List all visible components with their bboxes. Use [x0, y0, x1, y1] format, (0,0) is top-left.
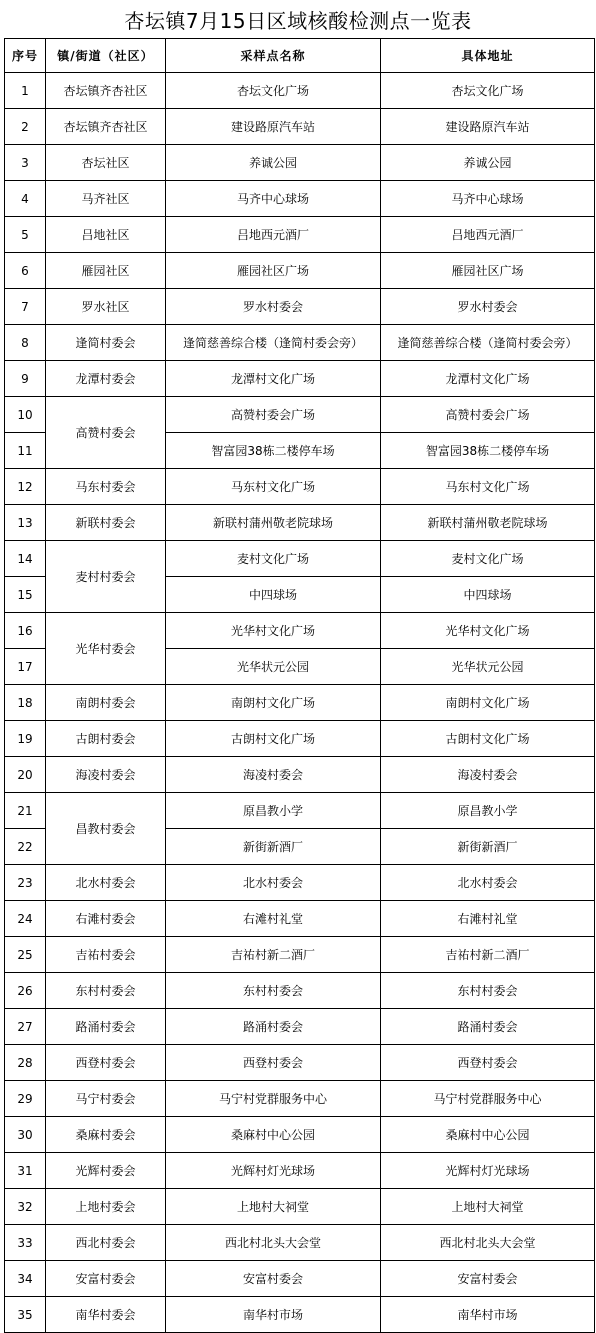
cell-community: 南华村委会 — [46, 1297, 166, 1333]
cell-no: 14 — [5, 541, 46, 577]
cell-site: 中四球场 — [166, 577, 381, 613]
table-row — [5, 505, 595, 541]
cell-community: 光华村委会 — [46, 613, 166, 685]
table-row — [5, 937, 595, 973]
table-row — [5, 325, 595, 361]
cell-address: 光辉村灯光球场 — [381, 1153, 595, 1189]
cell-address: 马宁村党群服务中心 — [381, 1081, 595, 1117]
cell-address: 东村村委会 — [381, 973, 595, 1009]
cell-site: 安富村委会 — [166, 1261, 381, 1297]
cell-site: 光华村文化广场 — [166, 613, 381, 649]
table-row — [5, 181, 595, 217]
cell-address: 光华村文化广场 — [381, 613, 595, 649]
table-row — [5, 145, 595, 181]
cell-community: 古朗村委会 — [46, 721, 166, 757]
cell-address: 马齐中心球场 — [381, 181, 595, 217]
cell-site: 马齐中心球场 — [166, 181, 381, 217]
cell-site: 麦村文化广场 — [166, 541, 381, 577]
cell-no: 3 — [5, 145, 46, 181]
cell-site: 马宁村党群服务中心 — [166, 1081, 381, 1117]
table-row — [5, 757, 595, 793]
cell-no: 12 — [5, 469, 46, 505]
cell-community: 龙潭村委会 — [46, 361, 166, 397]
cell-site: 吕地西元酒厂 — [166, 217, 381, 253]
cell-site: 东村村委会 — [166, 973, 381, 1009]
cell-site: 吉祐村新二酒厂 — [166, 937, 381, 973]
cell-address: 北水村委会 — [381, 865, 595, 901]
header-site: 采样点名称 — [166, 39, 381, 73]
table-row — [5, 469, 595, 505]
table-row — [5, 865, 595, 901]
cell-site: 古朗村文化广场 — [166, 721, 381, 757]
cell-community: 新联村委会 — [46, 505, 166, 541]
cell-address: 罗水村委会 — [381, 289, 595, 325]
cell-address: 吕地西元酒厂 — [381, 217, 595, 253]
cell-community: 吉祐村委会 — [46, 937, 166, 973]
cell-address: 原昌教小学 — [381, 793, 595, 829]
cell-no: 34 — [5, 1261, 46, 1297]
cell-community: 右滩村委会 — [46, 901, 166, 937]
table-row — [5, 109, 595, 145]
cell-address: 建设路原汽车站 — [381, 109, 595, 145]
cell-no: 2 — [5, 109, 46, 145]
cell-community: 光辉村委会 — [46, 1153, 166, 1189]
cell-no: 31 — [5, 1153, 46, 1189]
cell-no: 16 — [5, 613, 46, 649]
cell-no: 21 — [5, 793, 46, 829]
cell-no: 13 — [5, 505, 46, 541]
table-row — [5, 217, 595, 253]
cell-community: 高赞村委会 — [46, 397, 166, 469]
cell-site: 建设路原汽车站 — [166, 109, 381, 145]
table-row — [5, 1117, 595, 1153]
cell-site: 马东村文化广场 — [166, 469, 381, 505]
header-row — [5, 39, 595, 73]
table-row — [5, 721, 595, 757]
cell-community: 吕地社区 — [46, 217, 166, 253]
cell-site: 西登村委会 — [166, 1045, 381, 1081]
test-site-table — [4, 38, 595, 1333]
table-row — [5, 253, 595, 289]
cell-community: 罗水社区 — [46, 289, 166, 325]
cell-no: 18 — [5, 685, 46, 721]
table-row — [5, 73, 595, 109]
cell-no: 22 — [5, 829, 46, 865]
cell-site: 原昌教小学 — [166, 793, 381, 829]
cell-community: 路涌村委会 — [46, 1009, 166, 1045]
cell-address: 吉祐村新二酒厂 — [381, 937, 595, 973]
cell-no: 24 — [5, 901, 46, 937]
table-row — [5, 1081, 595, 1117]
cell-site: 海凌村委会 — [166, 757, 381, 793]
cell-site: 光华状元公园 — [166, 649, 381, 685]
table-row — [5, 1153, 595, 1189]
cell-community: 上地村委会 — [46, 1189, 166, 1225]
cell-no: 8 — [5, 325, 46, 361]
cell-no: 27 — [5, 1009, 46, 1045]
cell-no: 15 — [5, 577, 46, 613]
header-community: 镇/街道（社区） — [46, 39, 166, 73]
cell-site: 罗水村委会 — [166, 289, 381, 325]
cell-no: 19 — [5, 721, 46, 757]
cell-address: 龙潭村文化广场 — [381, 361, 595, 397]
cell-site: 杏坛文化广场 — [166, 73, 381, 109]
cell-community: 杏坛社区 — [46, 145, 166, 181]
cell-site: 养诚公园 — [166, 145, 381, 181]
cell-address: 光华状元公园 — [381, 649, 595, 685]
cell-community: 杏坛镇齐杏社区 — [46, 73, 166, 109]
header-no: 序号 — [5, 39, 46, 73]
table-row — [5, 289, 595, 325]
cell-address: 中四球场 — [381, 577, 595, 613]
cell-community: 安富村委会 — [46, 1261, 166, 1297]
cell-address: 新街新酒厂 — [381, 829, 595, 865]
cell-no: 32 — [5, 1189, 46, 1225]
cell-community: 桑麻村委会 — [46, 1117, 166, 1153]
table-row — [5, 1297, 595, 1333]
cell-site: 南朗村文化广场 — [166, 685, 381, 721]
cell-address: 南朗村文化广场 — [381, 685, 595, 721]
cell-address: 高赞村委会广场 — [381, 397, 595, 433]
table-row — [5, 361, 595, 397]
cell-no: 1 — [5, 73, 46, 109]
table-row — [5, 1009, 595, 1045]
cell-site: 智富园38栋二楼停车场 — [166, 433, 381, 469]
table-row — [5, 685, 595, 721]
cell-community: 逢简村委会 — [46, 325, 166, 361]
cell-site: 龙潭村文化广场 — [166, 361, 381, 397]
cell-site: 新街新酒厂 — [166, 829, 381, 865]
cell-no: 28 — [5, 1045, 46, 1081]
table-row — [5, 397, 595, 433]
cell-address: 智富园38栋二楼停车场 — [381, 433, 595, 469]
cell-address: 上地村大祠堂 — [381, 1189, 595, 1225]
cell-address: 右滩村礼堂 — [381, 901, 595, 937]
cell-site: 西北村北头大会堂 — [166, 1225, 381, 1261]
cell-no: 35 — [5, 1297, 46, 1333]
cell-site: 雁园社区广场 — [166, 253, 381, 289]
cell-address: 马东村文化广场 — [381, 469, 595, 505]
table-row — [5, 901, 595, 937]
cell-address: 麦村文化广场 — [381, 541, 595, 577]
cell-no: 7 — [5, 289, 46, 325]
cell-no: 25 — [5, 937, 46, 973]
cell-no: 10 — [5, 397, 46, 433]
cell-community: 海凌村委会 — [46, 757, 166, 793]
table-row — [5, 973, 595, 1009]
cell-community: 马东村委会 — [46, 469, 166, 505]
cell-community: 杏坛镇齐杏社区 — [46, 109, 166, 145]
cell-community: 南朗村委会 — [46, 685, 166, 721]
cell-site: 光辉村灯光球场 — [166, 1153, 381, 1189]
header-address: 具体地址 — [381, 39, 595, 73]
cell-address: 路涌村委会 — [381, 1009, 595, 1045]
cell-no: 30 — [5, 1117, 46, 1153]
cell-address: 海凌村委会 — [381, 757, 595, 793]
cell-no: 26 — [5, 973, 46, 1009]
cell-address: 古朗村文化广场 — [381, 721, 595, 757]
cell-site: 右滩村礼堂 — [166, 901, 381, 937]
table-row — [5, 541, 595, 577]
table-row — [5, 1225, 595, 1261]
cell-no: 4 — [5, 181, 46, 217]
table-row — [5, 1261, 595, 1297]
table-title: 杏坛镇7月15日区域核酸检测点一览表 — [124, 8, 472, 33]
table-row — [5, 1045, 595, 1081]
table-row — [5, 793, 595, 829]
cell-site: 北水村委会 — [166, 865, 381, 901]
cell-community: 麦村村委会 — [46, 541, 166, 613]
table-body — [5, 73, 595, 1333]
cell-address: 逢简慈善综合楼（逢简村委会旁） — [381, 325, 595, 361]
cell-no: 5 — [5, 217, 46, 253]
cell-community: 马宁村委会 — [46, 1081, 166, 1117]
cell-site: 高赞村委会广场 — [166, 397, 381, 433]
cell-site: 上地村大祠堂 — [166, 1189, 381, 1225]
cell-site: 新联村蒲州敬老院球场 — [166, 505, 381, 541]
cell-address: 新联村蒲州敬老院球场 — [381, 505, 595, 541]
cell-community: 西登村委会 — [46, 1045, 166, 1081]
cell-address: 养诚公园 — [381, 145, 595, 181]
table-row — [5, 613, 595, 649]
cell-address: 南华村市场 — [381, 1297, 595, 1333]
cell-community: 雁园社区 — [46, 253, 166, 289]
cell-address: 安富村委会 — [381, 1261, 595, 1297]
cell-site: 路涌村委会 — [166, 1009, 381, 1045]
cell-no: 17 — [5, 649, 46, 685]
cell-no: 20 — [5, 757, 46, 793]
cell-no: 23 — [5, 865, 46, 901]
cell-no: 33 — [5, 1225, 46, 1261]
cell-site: 桑麻村中心公园 — [166, 1117, 381, 1153]
cell-no: 11 — [5, 433, 46, 469]
cell-address: 雁园社区广场 — [381, 253, 595, 289]
cell-no: 29 — [5, 1081, 46, 1117]
cell-community: 昌教村委会 — [46, 793, 166, 865]
cell-address: 桑麻村中心公园 — [381, 1117, 595, 1153]
cell-address: 杏坛文化广场 — [381, 73, 595, 109]
cell-address: 西北村北头大会堂 — [381, 1225, 595, 1261]
table-row — [5, 1189, 595, 1225]
cell-site: 南华村市场 — [166, 1297, 381, 1333]
cell-community: 东村村委会 — [46, 973, 166, 1009]
cell-no: 9 — [5, 361, 46, 397]
cell-community: 马齐社区 — [46, 181, 166, 217]
cell-community: 北水村委会 — [46, 865, 166, 901]
cell-site: 逢简慈善综合楼（逢简村委会旁） — [166, 325, 381, 361]
cell-no: 6 — [5, 253, 46, 289]
cell-address: 西登村委会 — [381, 1045, 595, 1081]
cell-community: 西北村委会 — [46, 1225, 166, 1261]
